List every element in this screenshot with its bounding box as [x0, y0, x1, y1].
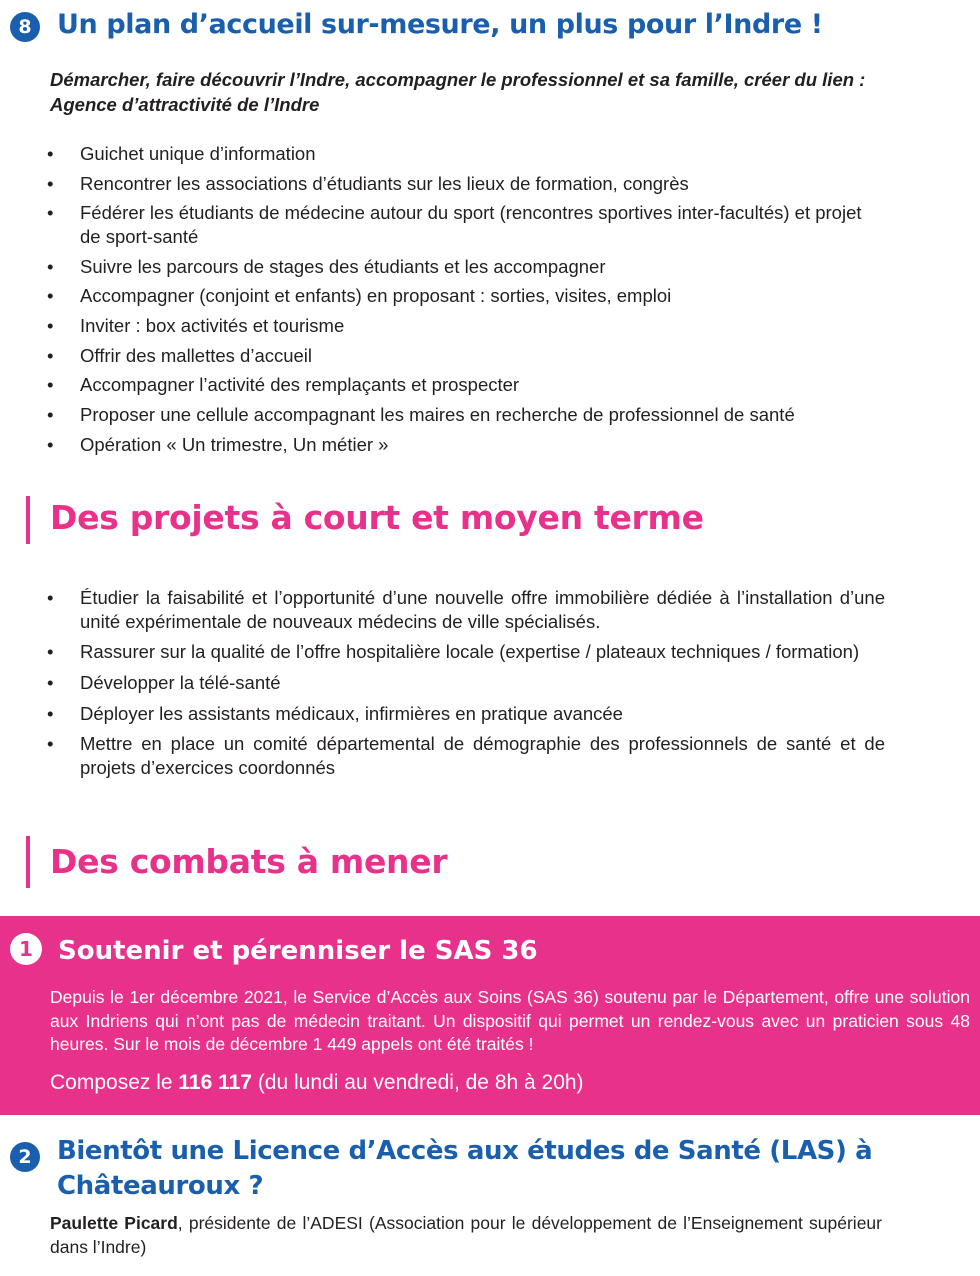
las-title-line1: Bientôt une Licence d’Accès aux études de Santé (LAS) à	[57, 1136, 873, 1166]
author-description: , présidente de l’ADESI (Association pour le développement de l’Enseignement supérieur dans l’Indre)	[50, 1213, 882, 1257]
sas-call-line	[50, 1069, 584, 1097]
list-item: • Suivre les parcours de stages des étudiants et les accompagner	[0, 255, 885, 279]
sas-number-badge: 1	[10, 933, 42, 965]
las-title-line2: Châteauroux ?	[57, 1171, 264, 1201]
call-hours: (du lundi au vendredi, de 8h à 20h)	[251, 1071, 584, 1094]
author-name: Paulette Picard	[50, 1213, 178, 1233]
las-number-badge: 2	[10, 1142, 40, 1172]
list-item: • Offrir des mallettes d’accueil	[0, 344, 885, 368]
section-accent-bar	[26, 496, 30, 544]
combats-heading: Des combats à mener	[50, 842, 448, 881]
list-item: • Accompagner l’activité des remplaçants et prospecter	[0, 373, 885, 397]
list-item: • Fédérer les étudiants de médecine autour du sport (rencontres sportives inter-facultés) et projet de sport-santé	[0, 201, 885, 248]
list-item: • Guichet unique d’information	[0, 142, 885, 166]
projects-list	[0, 586, 885, 786]
list-item: • Étudier la faisabilité et l’opportunité d’une nouvelle offre immobilière dédiée à l’installation d’une unité expérimentale de nouveaux médecins de ville spécialisés.	[0, 586, 885, 633]
list-item: • Proposer une cellule accompagnant les maires en recherche de professionnel de santé	[0, 403, 885, 427]
list-item: • Inviter : box activités et tourisme	[0, 314, 885, 338]
list-item: • Déployer les assistants médicaux, infirmières en pratique avancée	[0, 702, 885, 726]
section-intro: Démarcher, faire découvrir l’Indre, accompagner le professionnel et sa famille, créer du lien : Agence d’attractivité de l’Indre	[50, 69, 866, 115]
list-item: • Développer la télé-santé	[0, 671, 885, 695]
section-number-badge: 8	[10, 12, 40, 42]
welcome-plan-list	[0, 142, 885, 462]
list-item: • Accompagner (conjoint et enfants) en proposant : sorties, visites, emploi	[0, 284, 885, 308]
sas-title: Soutenir et pérenniser le SAS 36	[58, 936, 538, 966]
section-title: Un plan d’accueil sur-mesure, un plus pour l’Indre !	[57, 9, 823, 40]
section-accent-bar	[26, 836, 30, 888]
list-item: • Opération « Un trimestre, Un métier »	[0, 433, 885, 457]
list-item: • Rassurer sur la qualité de l’offre hospitalière locale (expertise / plateaux techniques / formation)	[0, 640, 885, 664]
list-item: • Rencontrer les associations d’étudiants sur les lieux de formation, congrès	[0, 172, 885, 196]
list-item: • Mettre en place un comité départemental de démographie des professionnels de santé et de projets d’exercices coordonnés	[0, 732, 885, 779]
las-author	[50, 1212, 882, 1259]
call-phone-number: 116 117	[178, 1071, 252, 1094]
sas-description: Depuis le 1er décembre 2021, le Service d’Accès aux Soins (SAS 36) soutenu par le Département, offre une solution aux Indriens qui n’ont pas de médecin traitant. Un dispositif qui permet un rendez-vous avec un praticien sous 48 heures. Sur le mois de décembre 1 449 appels ont été traités !	[50, 987, 970, 1054]
projects-heading: Des projets à court et moyen terme	[50, 498, 704, 537]
call-prefix: Composez le	[50, 1071, 179, 1094]
